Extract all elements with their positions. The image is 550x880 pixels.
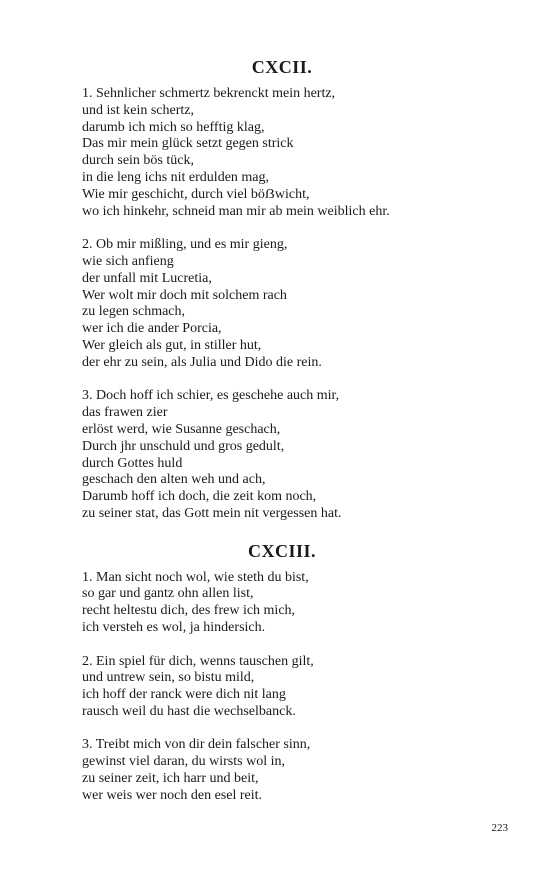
verse-line: der unfall mit Lucretia, <box>82 270 212 286</box>
verse-line: zu legen schmach, <box>82 304 186 320</box>
stanza <box>82 237 482 371</box>
verse-line: 2. Ein spiel für dich, wenns tauschen gilt, <box>82 653 314 669</box>
verse-line: darumb ich mich so hefftig klag, <box>82 119 265 135</box>
page-number: 223 <box>491 822 508 834</box>
verse-line: wo ich hinkehr, schneid man mir ab mein weiblich ehr. <box>82 203 390 219</box>
song-cxcii <box>82 56 482 523</box>
verse-line: und untrew sein, so bistu mild, <box>82 670 255 686</box>
song-title: CXCII. <box>251 57 313 77</box>
verse-line: erlöst werd, wie Susanne geschach, <box>82 421 281 437</box>
song-cxciii <box>82 540 482 805</box>
verse-line: der ehr zu sein, als Julia und Dido die rein. <box>82 354 322 370</box>
verse-line: in die leng ichs nit erdulden mag, <box>82 169 270 185</box>
verse-line: rausch weil du hast die wechselbanck. <box>82 703 296 719</box>
verse-line: recht heltestu dich, des frew ich mich, <box>82 603 296 619</box>
verse-line: 3. Treibt mich von dir dein falscher sinn, <box>82 737 311 753</box>
verse-line: wie sich anfieng <box>82 253 174 269</box>
verse-line: 3. Doch hoff ich schier, es geschehe auch mir, <box>82 388 340 404</box>
verse-line: Wer gleich als gut, in stiller hut, <box>82 337 262 353</box>
verse-line: so gar und gantz ohn allen list, <box>82 586 254 602</box>
verse-line: Wie mir geschicht, durch viel böẞwicht, <box>82 186 310 202</box>
stanza <box>82 570 482 637</box>
verse-line: wer weis wer noch den esel reit. <box>82 787 262 803</box>
verse-line: gewinst viel daran, du wirsts wol in, <box>82 754 285 770</box>
verse-line: Das mir mein glück setzt gegen strick <box>82 136 294 152</box>
verse-line: 2. Ob mir mißling, und es mir gieng, <box>82 237 288 253</box>
stanza <box>82 86 482 220</box>
stanza <box>82 388 482 522</box>
verse-line: geschach den alten weh und ach, <box>82 472 266 488</box>
stanza <box>82 654 482 721</box>
verse-line: ich versteh es wol, ja hindersich. <box>82 619 266 635</box>
verse-line: wer ich die ander Porcia, <box>82 321 222 337</box>
verse-line: Wer wolt mir doch mit solchem rach <box>82 287 287 303</box>
verse-line: zu seiner stat, das Gott mein nit vergessen hat. <box>82 505 342 521</box>
verse-line: ich hoff der ranck were dich nit lang <box>82 687 286 703</box>
verse-line: durch sein bös tück, <box>82 153 194 169</box>
verse-line: Darumb hoff ich doch, die zeit kom noch, <box>82 489 317 505</box>
stanza <box>82 737 482 804</box>
verse-line: das frawen zier <box>82 405 168 421</box>
verse-line: 1. Man sicht noch wol, wie steth du bist, <box>82 569 309 585</box>
verse-line: durch Gottes huld <box>82 455 183 471</box>
verse-line: zu seiner zeit, ich harr und beit, <box>82 771 259 787</box>
song-title: CXCIII. <box>247 540 316 561</box>
verse-line: und ist kein schertz, <box>82 102 194 118</box>
verse-line: Durch jhr unschuld und gros gedult, <box>82 438 285 454</box>
page-body <box>82 56 482 821</box>
verse-line: 1. Sehnlicher schmertz bekrenckt mein hertz, <box>82 86 336 101</box>
